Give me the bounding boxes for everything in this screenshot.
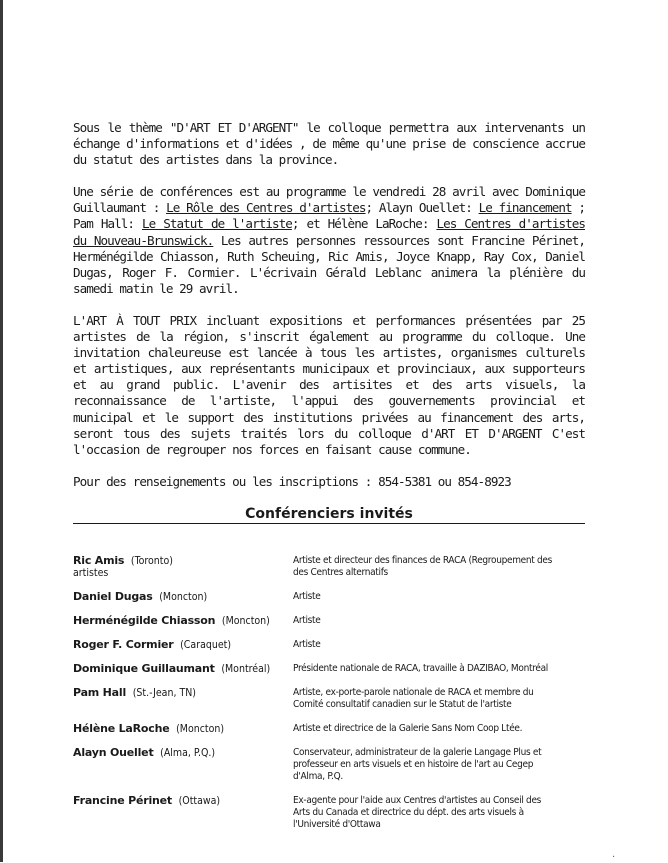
intro-paragraph: Sous le thème "D'ART ET D'ARGENT" le colloque permettra aux intervenants un échange d'informations et d'idées , de même qu'une prise de conscience accrue du statut des artistes dans la province. bbox=[73, 120, 585, 168]
speaker-city: (Toronto) bbox=[130, 554, 173, 567]
speaker-name: Daniel Dugas bbox=[73, 589, 153, 603]
speaker-identity bbox=[73, 663, 293, 675]
conf-text-2: ; Alayn Ouellet: bbox=[365, 200, 472, 216]
speaker-city: (Moncton) bbox=[221, 614, 270, 627]
document-page bbox=[73, 120, 585, 843]
speaker-row bbox=[73, 723, 585, 735]
speaker-role: Ex-agente pour l'aide aux Centres d'artistes au Conseil des Arts du Canada et directrice du dépt. des arts visuels à l'Université d'Ottawa bbox=[293, 794, 542, 830]
speaker-name: Hélène LaRoche bbox=[73, 721, 170, 735]
conferences-paragraph bbox=[73, 184, 585, 297]
speaker-city: (Montréal) bbox=[221, 662, 271, 675]
speaker-row bbox=[73, 687, 585, 711]
speaker-city: (St.-Jean, TN) bbox=[132, 686, 196, 699]
speaker-row bbox=[73, 663, 585, 675]
speaker-role: Artiste et directeur des finances de RACA (Regroupement des des Centres alternatifs bbox=[293, 554, 553, 578]
speaker-name: Roger F. Cormier bbox=[73, 637, 174, 651]
speaker-city: (Moncton) bbox=[159, 590, 208, 603]
section-divider bbox=[73, 523, 585, 524]
section-title: Conférenciers invités bbox=[245, 505, 413, 522]
speaker-role: Artiste, ex-porte-parole nationale de RACA et membre du Comité consultatif canadien sur le Statut de l'artiste bbox=[293, 686, 534, 710]
scan-mark: · bbox=[612, 852, 616, 863]
conf-text-3: ; Pam Hall: bbox=[73, 200, 585, 232]
speaker-identity bbox=[73, 723, 293, 735]
speaker-identity bbox=[73, 687, 293, 711]
speaker-row bbox=[73, 555, 585, 579]
speaker-city: (Ottawa) bbox=[178, 794, 221, 807]
speaker-row bbox=[73, 795, 585, 831]
speaker-role: Artiste bbox=[293, 590, 321, 602]
speaker-city: (Alma, P.Q.) bbox=[160, 746, 216, 759]
speaker-name: Herménégilde Chiasson bbox=[73, 613, 216, 627]
speaker-row bbox=[73, 639, 585, 651]
conf-text-5: Les autres personnes ressources sont Francine Périnet, Herménégilde Chiasson, Ruth Scheuing, Ric Amis, Joyce Knapp, Ray Cox, Daniel Dugas, Roger F. Cormier. L'écrivain Gérald Leblanc animera la plénière du samedi matin le 29 avril. bbox=[73, 232, 585, 296]
speaker-identity bbox=[73, 615, 293, 627]
speaker-role: Artiste et directrice de la Galerie Sans Nom Coop Ltée. bbox=[293, 722, 523, 734]
conf-title-role: Le Rôle des Centres d'artistes bbox=[166, 200, 366, 216]
speaker-identity bbox=[73, 591, 293, 603]
conf-text-1: Une série de conférences est au programme le vendredi 28 avril avec Dominique Guillaumant : bbox=[73, 184, 585, 216]
speaker-city: (Moncton) bbox=[176, 722, 225, 735]
speaker-city: (Caraquet) bbox=[180, 638, 232, 651]
speaker-row bbox=[73, 615, 585, 627]
speaker-name: Alayn Ouellet bbox=[73, 745, 154, 759]
speaker-name: Ric Amis bbox=[73, 553, 125, 567]
page-edge bbox=[0, 0, 3, 862]
speaker-name: Dominique Guillaumant bbox=[73, 661, 215, 675]
speaker-subtitle: artistes bbox=[73, 566, 109, 579]
speaker-name: Pam Hall bbox=[73, 685, 127, 699]
art-tout-prix-paragraph: L'ART À TOUT PRIX incluant expositions et performances présentées par 25 artistes de la région, s'inscrit également au programme du colloque. Une invitation chaleureuse est lancée à tous les artistes, organismes culturels et artistiques, aux représentants municipaux et provinciaux, aux supporteurs et au grand public. L'avenir des artisites et des arts visuels, la reconnaissance de l'artiste, l'appui des gouvernements provincial et municipal et le support des institutions privées au financement des arts, seront tous des sujets traités lors du colloque d'ART ET D'ARGENT C'est l'occasion de regrouper nos forces en faisant cause commune. bbox=[73, 312, 585, 457]
speaker-identity bbox=[73, 555, 293, 579]
speaker-role: Présidente nationale de RACA, travaille à DAZIBAO, Montréal bbox=[293, 662, 548, 674]
speaker-identity bbox=[73, 747, 293, 783]
speaker-role: Conservateur, administrateur de la galerie Langage Plus et professeur en arts visuels et en histoire de l'art au Cegep d'Alma, P.Q. bbox=[293, 746, 542, 782]
speaker-row bbox=[73, 591, 585, 603]
speaker-role: Artiste bbox=[293, 614, 321, 626]
conf-title-statut: Le Statut de l'artiste bbox=[141, 216, 292, 232]
conf-title-centres: Les Centres d'artistes du Nouveau-Brunswick. bbox=[73, 216, 585, 248]
speaker-name: Francine Périnet bbox=[73, 793, 172, 807]
speaker-identity bbox=[73, 639, 293, 651]
conf-title-financement: Le financement bbox=[478, 200, 572, 216]
speakers-list bbox=[73, 555, 585, 831]
speaker-row bbox=[73, 747, 585, 783]
conf-text-4: ; et Hélène LaRoche: bbox=[291, 216, 429, 232]
speaker-identity bbox=[73, 795, 293, 831]
speaker-role: Artiste bbox=[293, 638, 321, 650]
contact-paragraph: Pour des renseignements ou les inscriptions : 854-5381 ou 854-8923 bbox=[73, 473, 511, 489]
